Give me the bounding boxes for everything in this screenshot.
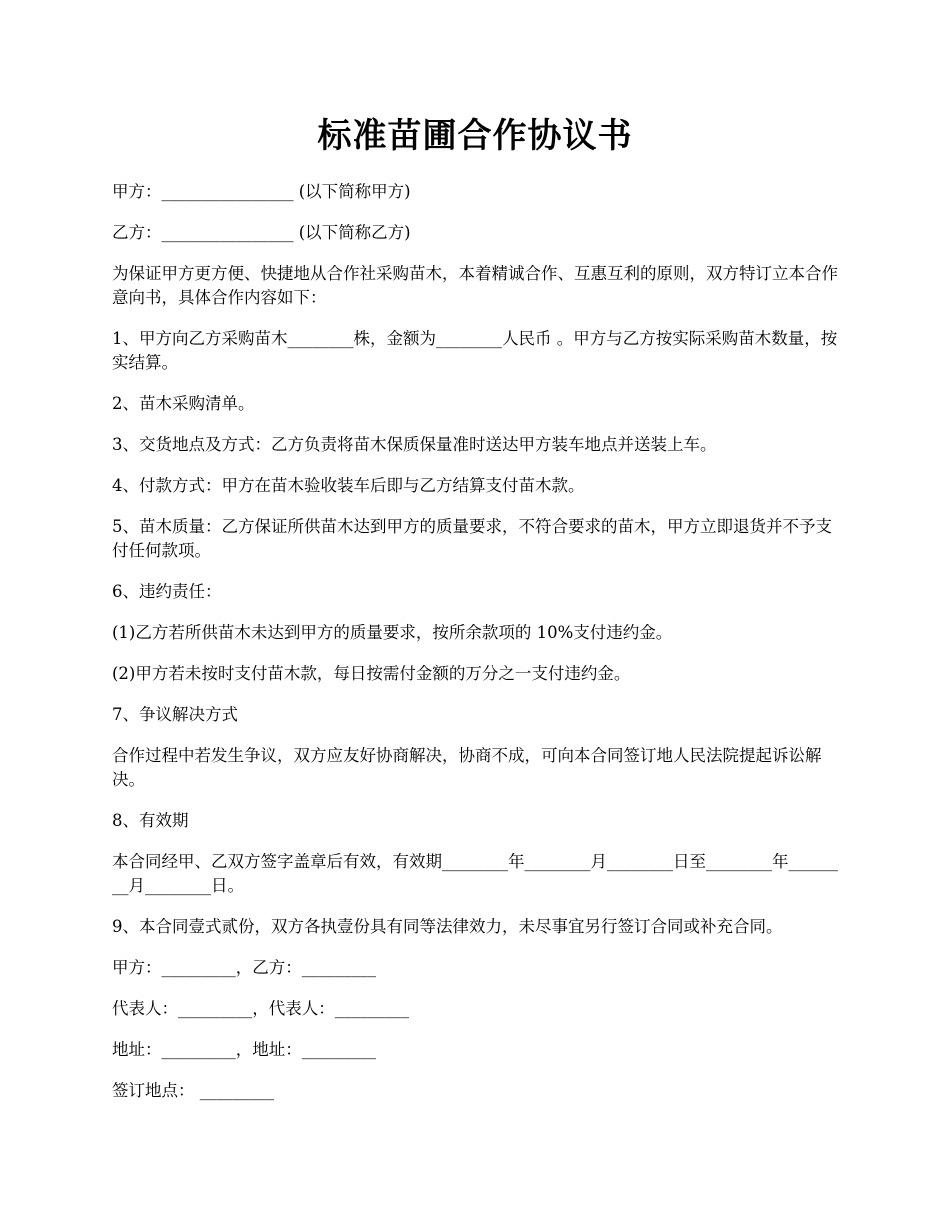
party-b-line: 乙方：________________ (以下简称乙方) <box>112 223 411 242</box>
clause-4-payment: 4、付款方式：甲方在苗木验收装车后即与乙方结算支付苗木款。 <box>112 476 585 495</box>
clause-7-dispute-text: 合作过程中若发生争议，双方应友好协商解决，协商不成，可向本合同签订地人民法院提起诉讼解决。 <box>112 746 822 789</box>
signature-addresses: 地址：_________，地址：_________ <box>112 1040 376 1059</box>
clause-8-validity-text: 本合同经甲、乙双方签字盖章后有效，有效期________年________月________日至________年________月________日。 <box>112 852 838 895</box>
party-a-line: 甲方：________________ (以下简称甲方) <box>112 182 411 201</box>
clause-5-quality: 5、苗木质量：乙方保证所供苗木达到甲方的质量要求，不符合要求的苗木，甲方立即退货并不予支付任何款项。 <box>112 517 832 560</box>
clause-7-dispute-heading: 7、争议解决方式 <box>112 705 238 724</box>
clause-2-list: 2、苗木采购清单。 <box>112 394 255 413</box>
clause-3-delivery: 3、交货地点及方式：乙方负责将苗木保质保量准时送达甲方装车地点并送装上车。 <box>112 435 717 454</box>
clause-6-item-2: (2)甲方若未按时支付苗木款，每日按需付金额的万分之一支付违约金。 <box>112 664 631 683</box>
clause-8-validity-heading: 8、有效期 <box>112 811 189 830</box>
clause-6-item-1: (1)乙方若所供苗木未达到甲方的质量要求，按所余款项的 10%支付违约金。 <box>112 623 673 642</box>
signature-representatives: 代表人：_________，代表人：_________ <box>112 999 409 1018</box>
clause-6-liability-heading: 6、违约责任： <box>112 582 222 601</box>
signature-parties: 甲方：_________，乙方：_________ <box>112 958 376 977</box>
document-body <box>112 180 840 1120</box>
preamble-paragraph: 为保证甲方更方便、快捷地从合作社采购苗木，本着精诚合作、互惠互利的原则，双方特订立本合作意向书，具体合作内容如下： <box>112 264 838 307</box>
clause-1-purchase: 1、甲方向乙方采购苗木________株，金额为________人民币 。甲方与乙方按实际采购苗木数量，按实结算。 <box>112 329 838 372</box>
clause-9-copies: 9、本合同壹式贰份，双方各执壹份具有同等法律效力，未尽事宜另行签订合同或补充合同。 <box>112 917 783 936</box>
signing-location: 签订地点： _________ <box>112 1081 274 1100</box>
document-title: 标准苗圃合作协议书 <box>317 116 633 156</box>
